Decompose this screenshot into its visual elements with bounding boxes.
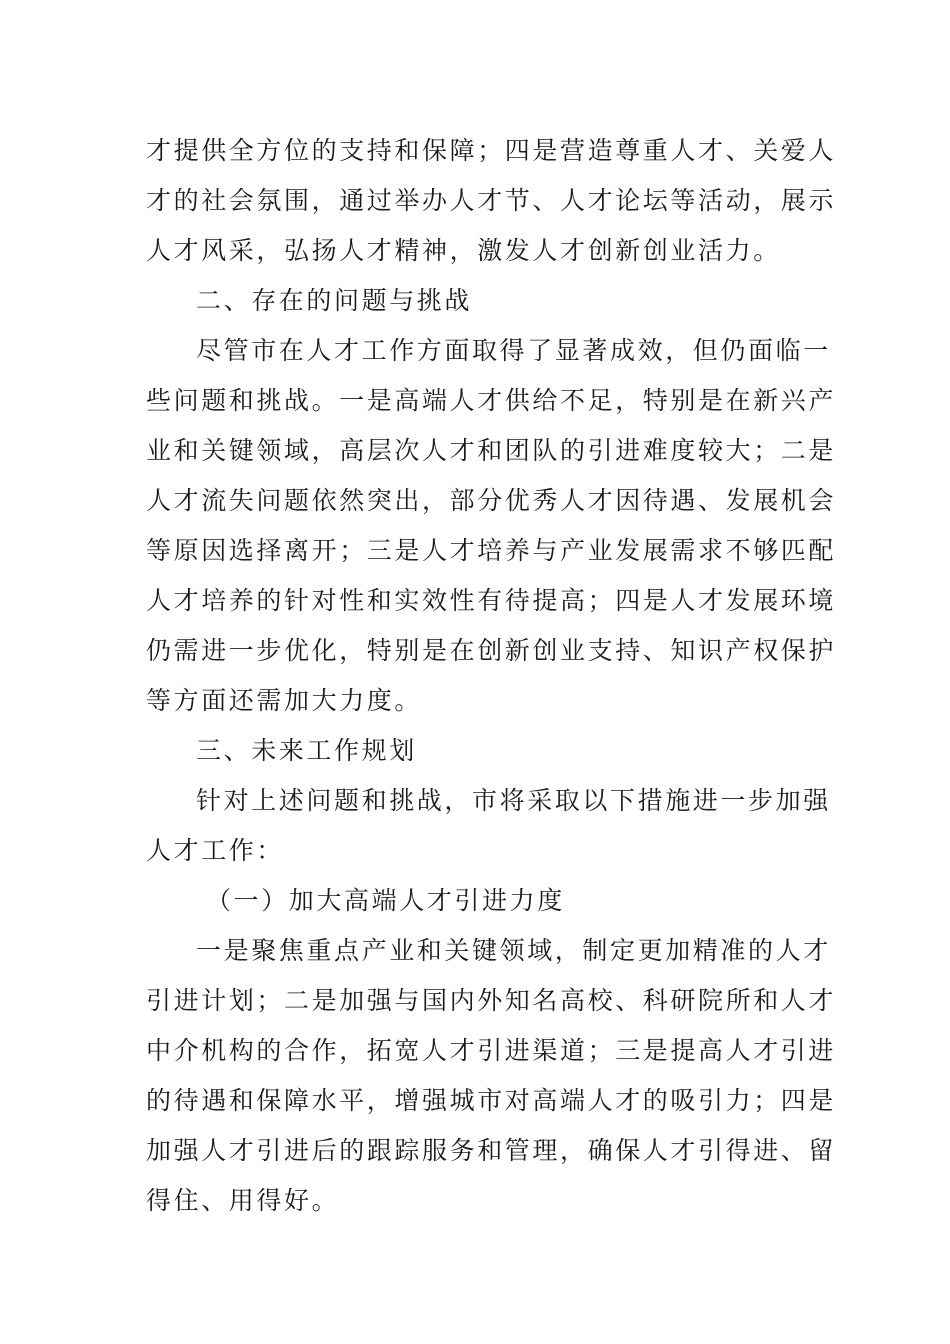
paragraph-line: 人才风采，弘扬人才精神，激发人才创新创业活力。 — [146, 236, 781, 265]
paragraph-line: 的待遇和保障水平，增强城市对高端人才的吸引力；四是 — [146, 1086, 837, 1115]
paragraph-line: 业和关键领域，高层次人才和团队的引进难度较大；二是 — [146, 436, 837, 465]
paragraph-line: 些问题和挑战。一是高端人才供给不足，特别是在新兴产 — [146, 386, 837, 415]
paragraph-line: 等原因选择离开；三是人才培养与产业发展需求不够匹配 — [146, 536, 837, 565]
paragraph-line: 才提供全方位的支持和保障；四是营造尊重人才、关爱人 — [146, 136, 837, 165]
section-heading: 二、存在的问题与挑战 — [196, 286, 473, 315]
paragraph-line: 一是聚焦重点产业和关键领域，制定更加精准的人才 — [196, 936, 831, 965]
paragraph-line: 等方面还需加大力度。 — [146, 686, 423, 715]
paragraph-line: 才的社会氛围，通过举办人才节、人才论坛等活动，展示 — [146, 186, 837, 215]
paragraph-line: 仍需进一步优化，特别是在创新创业支持、知识产权保护 — [146, 636, 837, 665]
paragraph-line: 尽管市在人才工作方面取得了显著成效，但仍面临一 — [196, 336, 831, 365]
paragraph-line: 得住、用得好。 — [146, 1186, 340, 1215]
paragraph-line: 人才工作： — [146, 836, 285, 865]
subsection-heading: （一）加大高端人才引进力度 — [206, 886, 565, 915]
paragraph-line: 人才培养的针对性和实效性有待提高；四是人才发展环境 — [146, 586, 837, 615]
paragraph-line: 中介机构的合作，拓宽人才引进渠道；三是提高人才引进 — [146, 1036, 837, 1065]
paragraph-line: 针对上述问题和挑战，市将采取以下措施进一步加强 — [196, 786, 831, 815]
paragraph-line: 人才流失问题依然突出，部分优秀人才因待遇、发展机会 — [146, 486, 837, 515]
paragraph-line: 加强人才引进后的跟踪服务和管理，确保人才引得进、留 — [146, 1136, 837, 1165]
paragraph-line: 引进计划；二是加强与国内外知名高校、科研院所和人才 — [146, 986, 837, 1015]
section-heading: 三、未来工作规划 — [196, 736, 417, 765]
